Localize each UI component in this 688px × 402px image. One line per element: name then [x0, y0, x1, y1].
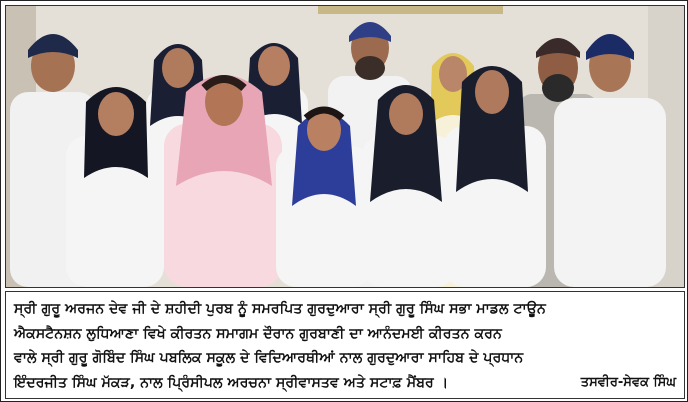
wall-frame [318, 6, 503, 14]
caption-line-2: ਐਕਸਟੈਨਸ਼ਨ ਲੁਧਿਆਣਾ ਵਿਖੇ ਕੀਰਤਨ ਸਮਾਗਮ ਦੌਰਾਨ ਗੁਰਬਾਣੀ ਦਾ ਆਨੰਦਮਈ ਕੀਰਤਨ ਕਰਨ [14, 325, 502, 342]
photo-caption [5, 291, 685, 399]
caption-last-row [14, 371, 676, 396]
group-photo-illustration [6, 6, 684, 287]
caption-line-4: ਇੰਦਰਜੀਤ ਸਿੰਘ ਮੱਕੜ, ਨਾਲ ਪ੍ਰਿੰਸੀਪਲ ਅਰਚਨਾ ਸ੍ਰੀਵਾਸਤਵ ਅਤੇ ਸਟਾਫ਼ ਮੈਂਬਰ । [14, 374, 449, 391]
caption-line-3: ਵਾਲੇ ਸ੍ਰੀ ਗੁਰੂ ਗੋਬਿੰਦ ਸਿੰਘ ਪਬਲਿਕ ਸਕੂਲ ਦੇ ਵਿਦਿਆਰਥੀਆਂ ਨਾਲ ਗੁਰਦੁਆਰਾ ਸਾਹਿਬ ਦੇ ਪ੍ਰਧਾਨ [14, 350, 524, 366]
group-photo [5, 5, 685, 288]
caption-line-1: ਸ੍ਰੀ ਗੁਰੂ ਅਰਜਨ ਦੇਵ ਜੀ ਦੇ ਸ਼ਹੀਦੀ ਪੁਰਬ ਨੂੰ ਸਮਰਪਿਤ ਗੁਰਦੁਆਰਾ ਸ੍ਰੀ ਗੁਰੂ ਸਿੰਘ ਸਭਾ ਮਾਡਲ ਟਾਊਨ [14, 301, 546, 317]
photo-credit: ਤਸਵੀਰ-ਸੇਵਕ ਸਿੰਘ [580, 374, 676, 390]
